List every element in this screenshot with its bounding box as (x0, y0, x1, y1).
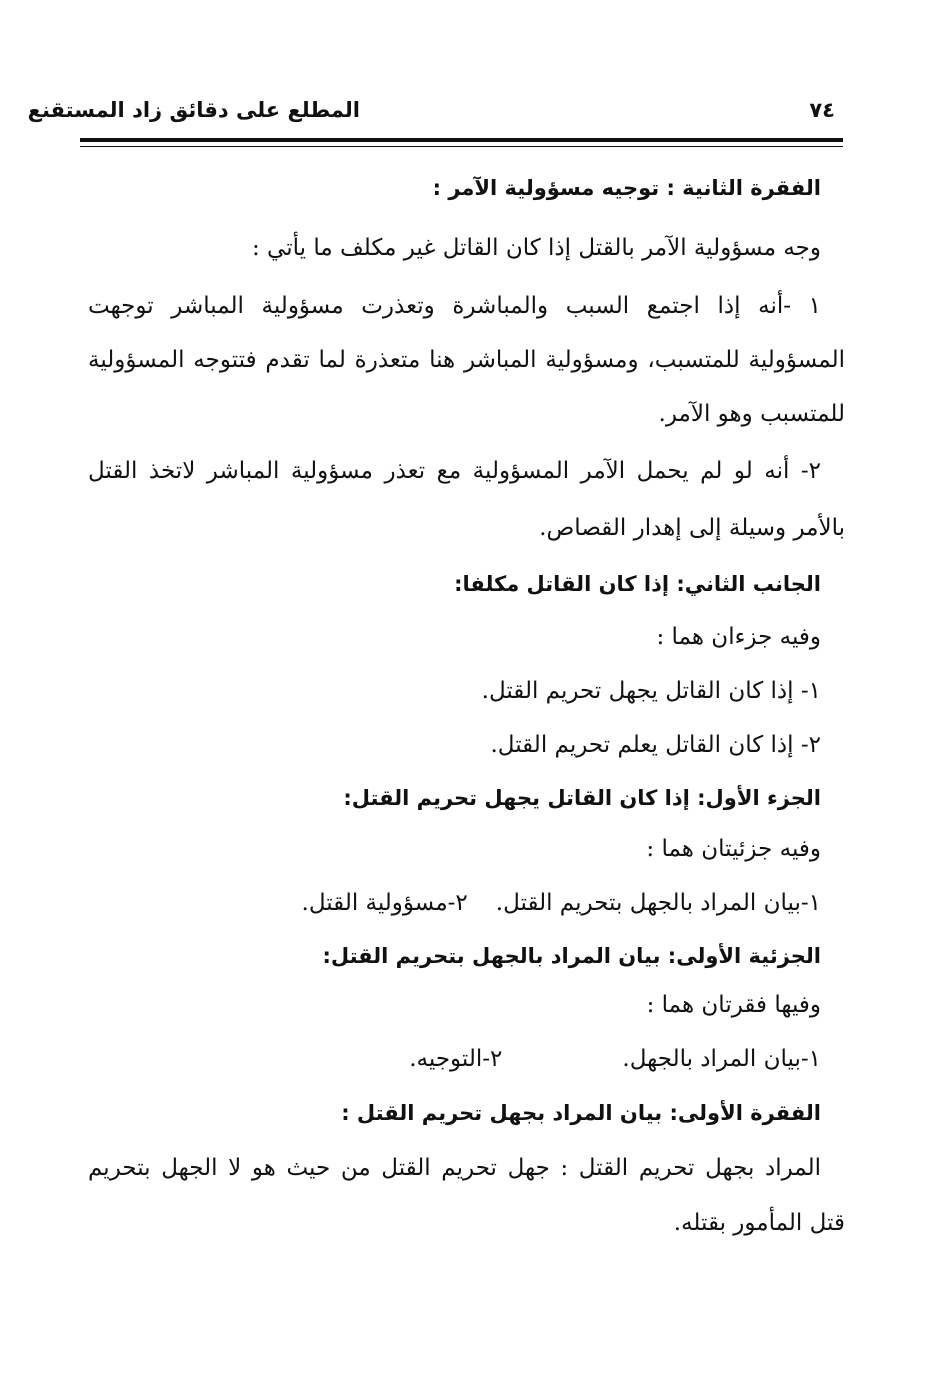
header-rule-thick (80, 138, 843, 142)
list-item: ١- إذا كان القاتل يجهل تحريم القتل. (481, 678, 821, 704)
section-heading: الفقرة الأولى: بيان المراد بجهل تحريم القتل : (341, 1101, 821, 1125)
paragraph-line: للمتسبب وهو الآمر. (658, 401, 845, 427)
paragraph-line: ٢- أنه لو لم يحمل الآمر المسؤولية مع تعذر مسؤولية المباشر لاتخذ القتل (88, 458, 821, 484)
paragraph-line: بالأمر وسيلة إلى إهدار القصاص. (539, 515, 845, 541)
section-heading: الجانب الثاني: إذا كان القاتل مكلفا: (454, 572, 821, 596)
header-rule-thin (80, 146, 843, 147)
paragraph-line: وجه مسؤولية الآمر بالقتل إذا كان القاتل غير مكلف ما يأتي : (251, 235, 821, 261)
section-heading: الجزء الأول: إذا كان القاتل يجهل تحريم القتل: (343, 786, 821, 810)
list-item: ١-بيان المراد بالجهل. (622, 1046, 821, 1072)
list-item: ٢- إذا كان القاتل يعلم تحريم القتل. (490, 732, 821, 758)
paragraph-line: وفيها فقرتان هما : (646, 992, 821, 1018)
list-row (302, 887, 821, 919)
paragraph-line: وفيه جزئيتان هما : (646, 836, 821, 862)
section-heading: الجزئية الأولى: بيان المراد بالجهل بتحريم القتل: (322, 944, 821, 968)
list-item: ٢-مسؤولية القتل. (301, 890, 468, 916)
paragraph-line: قتل المأمور بقتله. (673, 1210, 845, 1236)
book-title: المطلع على دقائق زاد المستقنع (27, 98, 360, 122)
paragraph-line: ١ -أنه إذا اجتمع السبب والمباشرة وتعذرت مسؤولية المباشر توجهت (88, 293, 821, 319)
running-header (27, 98, 843, 132)
list-row (409, 1043, 821, 1075)
paragraph-line: وفيه جزءان هما : (656, 624, 821, 650)
paragraph-line: المراد بجهل تحريم القتل : جهل تحريم القتل من حيث هو لا الجهل بتحريم (88, 1155, 821, 1181)
list-item: ٢-التوجيه. (409, 1046, 503, 1072)
section-heading: الفقرة الثانية : توجيه مسؤولية الآمر : (432, 176, 821, 200)
page-number: ٧٤ (809, 98, 835, 122)
list-item: ١-بيان المراد بالجهل بتحريم القتل. (495, 890, 821, 916)
paragraph-line: المسؤولية للمتسبب، ومسؤولية المباشر هنا متعذرة لما تقدم فتتوجه المسؤولية (88, 347, 845, 373)
